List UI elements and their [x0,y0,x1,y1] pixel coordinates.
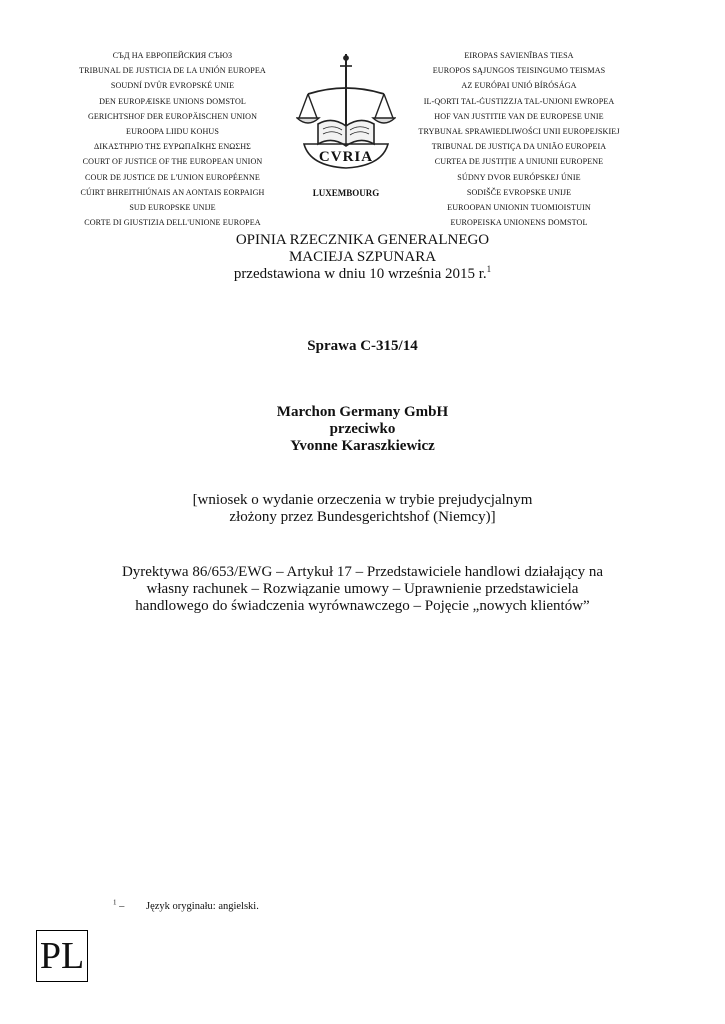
keywords-line-2: własny rachunek – Rozwiązanie umowy – Uprawnienie przedstawiciela [146,581,579,597]
court-name: HOF VAN JUSTITIE VAN DE EUROPESE UNIE [434,111,604,121]
court-name: DEN EUROPÆISKE UNIONS DOMSTOL [99,96,246,106]
footnote-text: Język oryginału: angielski. [146,901,259,912]
court-name: COURT OF JUSTICE OF THE EUROPEAN UNION [82,157,263,167]
court-name: TRIBUNAL DE JUSTICIA DE LA UNIÓN EUROPEA [79,66,266,76]
delivery-date: przedstawiona w dniu 10 września 2015 r. [233,266,487,282]
court-name: TRIBUNAL DE JUSTIÇA DA UNIÃO EUROPEIA [431,142,607,152]
request-description [60,492,665,526]
request-line-1: [wniosek o wydanie orzeczenia w trybie prejudycjalnym [192,492,533,508]
court-name: CORTE DI GIUSTIZIA DELL'UNIONE EUROPEA [84,218,261,228]
court-name: EUROOPAN UNIONIN TUOMIOISTUIN [447,202,591,212]
court-name: EUROPOS SĄJUNGOS TEISINGUMO TEISMAS [432,66,606,76]
versus: przeciwko [329,421,396,437]
court-name: СЪД НА ЕВРОПЕЙСКИЯ СЪЮЗ [112,51,233,60]
curia-logo [296,52,396,198]
court-names-right [376,48,662,230]
language-code-box: PL [36,930,88,982]
keywords-line-3: handlowego do świadczenia wyrównawczego – Pojęcie „nowych klientów” [135,598,590,614]
court-name: IL-QORTI TAL-ĠUSTIZZJA TAL-UNJONI EWROPEA [423,96,615,106]
opinion-title [60,232,665,283]
court-name: ΔΙΚΑΣΤΗΡΙΟ ΤΗΣ ΕΥΡΩΠΑΪΚΗΣ ΕΝΩΣΗΣ [94,142,251,152]
court-name: COUR DE JUSTICE DE L'UNION EUROPÉENNE [85,172,260,182]
request-line-2: złożony przez Bundesgerichtshof (Niemcy)] [229,509,496,525]
parties [60,404,665,455]
court-name: EIROPAS SAVIENĪBAS TIESA [464,51,574,60]
court-name: SUD EUROPSKE UNIJE [129,202,216,212]
footnote-reference[interactable]: 1 [486,264,492,274]
title-line-3 [60,266,665,283]
court-name: CÚIRT BHREITHIÚNAIS AN AONTAIS EORPAIGH [80,187,265,197]
case-number: Sprawa C-315/14 [307,338,418,354]
court-names-left [40,48,305,230]
keywords [60,564,665,615]
defendant: Yvonne Karaszkiewicz [290,438,435,454]
court-name: AZ EURÓPAI UNIÓ BÍRÓSÁGA [461,81,577,91]
logo-city: LUXEMBOURG [312,188,380,198]
court-name: SÚDNY DVOR EURÓPSKEJ ÚNIE [457,172,581,182]
footnote-number: 1 [113,898,117,907]
court-name: SOUDNÍ DVŮR EVROPSKÉ UNIE [110,81,235,91]
court-name: EUROOPA LIIDU KOHUS [126,126,219,136]
court-name: CURTEA DE JUSTIȚIE A UNIUNII EUROPENE [434,157,604,167]
footnote [113,900,259,914]
applicant: Marchon Germany GmbH [276,404,449,420]
footnote-marker [113,900,146,914]
court-name: SODIŠČE EVROPSKE UNIJE [466,187,572,197]
title-line-1: OPINIA RZECZNIKA GENERALNEGO [235,232,490,248]
court-name: GERICHTSHOF DER EUROPÄISCHEN UNION [87,111,258,121]
logo-word: CVRIA [318,149,374,165]
court-name: TRYBUNAŁ SPRAWIEDLIWOŚCI UNII EUROPEJSKIEJ [418,126,620,136]
footnote-dash: – [119,901,125,912]
title-line-2: MACIEJA SZPUNARA [288,249,437,265]
court-name: EUROPEISKA UNIONENS DOMSTOL [450,218,588,228]
keywords-line-1: Dyrektywa 86/653/EWG – Artykuł 17 – Przedstawiciele handlowi działający na [121,564,604,580]
case-number-block [60,338,665,355]
